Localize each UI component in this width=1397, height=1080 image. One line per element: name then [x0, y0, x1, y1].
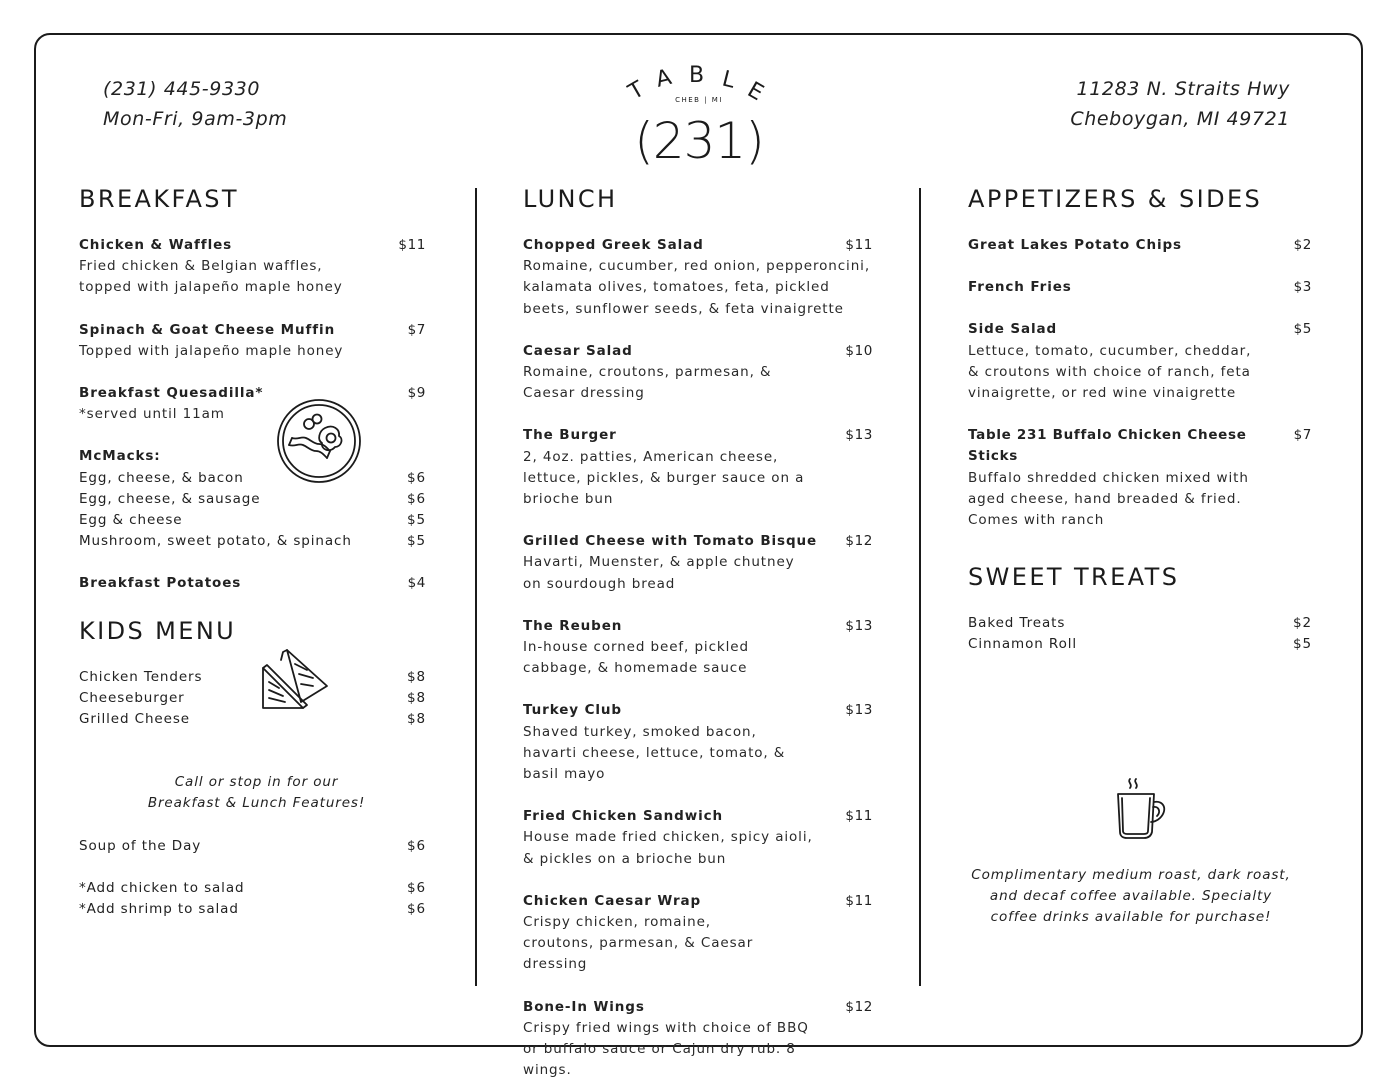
menu-item: [523, 997, 873, 1080]
item-price: $11: [845, 892, 873, 909]
item-price: $9: [407, 385, 426, 402]
coffee-note-line-3: coffee drinks available for purchase!: [990, 909, 1272, 926]
item-price: $5: [1293, 321, 1312, 338]
item-name: Breakfast Potatoes: [79, 575, 242, 592]
row-price: $6: [407, 837, 426, 854]
address-line-1: 11283 N. Straits Hwy: [1076, 78, 1290, 100]
item-price: $10: [845, 342, 873, 359]
item-price: $7: [1293, 427, 1312, 444]
column-divider-1: [475, 188, 477, 986]
menu-item: [79, 320, 426, 362]
appetizers-column: [968, 183, 1312, 656]
row-price: $5: [407, 512, 426, 529]
menu-item: [79, 383, 426, 425]
breakfast-heading: BREAKFAST: [79, 185, 239, 213]
item-description: 2, 4oz. patties, American cheese, lettuce, pickles, & burger sauce on a brioche bun: [523, 448, 805, 508]
list-item: [79, 667, 426, 688]
breakfast-plate-icon: [276, 398, 362, 484]
item-description: Romaine, cucumber, red onion, pepperoncini, kalamata olives, tomatoes, feta, pickled beets, sunflower seeds, & feta vinaigrette: [523, 258, 871, 317]
row-name: Cinnamon Roll: [968, 636, 1078, 653]
menu-item: [523, 806, 873, 870]
sweet-treats-heading: SWEET TREATS: [968, 563, 1180, 592]
features-note-line-1: Call or stop in for our: [174, 774, 339, 791]
menu-item: [523, 700, 873, 785]
item-price: $3: [1293, 279, 1312, 296]
row-name: *Add shrimp to salad: [79, 901, 239, 918]
item-description: Romaine, croutons, parmesan, & Caesar dressing: [523, 364, 772, 402]
list-item: [79, 899, 426, 920]
row-name: Egg, cheese, & bacon: [79, 469, 244, 486]
menu-item: [523, 235, 873, 320]
features-note-line-2: Breakfast & Lunch Features!: [147, 795, 366, 812]
row-name: Mushroom, sweet potato, & spinach: [79, 533, 352, 550]
row-price: $8: [407, 689, 426, 706]
logo-subtitle: CHEB | MI: [675, 96, 723, 104]
list-item: [79, 878, 426, 899]
contact-left: [103, 74, 287, 134]
breakfast-column: [79, 183, 426, 920]
menu-item: [968, 235, 1312, 256]
row-name: Grilled Cheese: [79, 711, 190, 728]
row-price: $8: [407, 711, 426, 728]
row-price: $8: [407, 668, 426, 685]
menu-item: [523, 425, 873, 510]
column-divider-2: [919, 188, 921, 986]
menu-item: [968, 425, 1312, 531]
item-description: Crispy fried wings with choice of BBQ or buffalo sauce or Cajun dry rub. 8 wings.: [523, 1019, 809, 1079]
menu-item: [523, 616, 873, 680]
logo-letter-e: E: [743, 77, 768, 107]
addons-list: [79, 878, 426, 920]
row-name: Cheeseburger: [79, 689, 185, 706]
coffee-note: [968, 865, 1294, 929]
item-price: $11: [845, 808, 873, 825]
item-name: Caesar Salad: [523, 342, 633, 359]
item-price: $11: [398, 237, 426, 253]
item-description: Buffalo shredded chicken mixed with aged cheese, hand breaded & fried. Comes with ranch: [968, 469, 1249, 529]
item-name: Breakfast Quesadilla*: [79, 385, 264, 402]
item-name: Grilled Cheese with Tomato Bisque: [523, 533, 818, 550]
list-item: [79, 688, 426, 709]
coffee-mug-icon: [1112, 776, 1168, 840]
item-name: The Burger: [523, 427, 617, 444]
kids-menu-heading: KIDS MENU: [79, 616, 237, 645]
coffee-note-line-1: Complimentary medium roast, dark roast,: [971, 867, 1291, 883]
row-name: Baked Treats: [968, 615, 1066, 632]
logo-letter-l: L: [719, 66, 738, 94]
item-price: $7: [407, 321, 426, 338]
item-price: $2: [1293, 237, 1312, 253]
mcmacks-title: McMacks:: [79, 448, 161, 465]
address-line-2: Cheboygan, MI 49721: [1070, 108, 1290, 130]
row-name: Egg & cheese: [79, 512, 183, 529]
list-item: [79, 510, 426, 531]
row-price: $2: [1293, 615, 1312, 632]
item-description: Fried chicken & Belgian waffles, topped with jalapeño maple honey: [79, 258, 343, 296]
logo-letter-b: B: [689, 63, 705, 88]
list-item: [79, 709, 426, 730]
item-price: $13: [845, 427, 873, 444]
lunch-column: [523, 183, 873, 1080]
item-name: The Reuben: [523, 617, 623, 634]
table-231-logo: [616, 56, 782, 172]
appetizers-heading: APPETIZERS & SIDES: [968, 185, 1263, 213]
item-description: Lettuce, tomato, cucumber, cheddar, & croutons with choice of ranch, feta vinaigrette, or red wine vinaigrette: [968, 342, 1252, 402]
item-name: Spinach & Goat Cheese Muffin: [79, 321, 336, 338]
item-description: House made fried chicken, spicy aioli, & pickles on a brioche bun: [523, 829, 813, 867]
row-price: $6: [407, 469, 426, 486]
item-name: Great Lakes Potato Chips: [968, 237, 1182, 253]
list-item: [79, 489, 426, 510]
item-name: Chopped Greek Salad: [523, 237, 704, 253]
list-item: [79, 468, 426, 489]
soup-of-the-day: [79, 836, 426, 857]
list-item: [79, 531, 426, 552]
coffee-note-line-2: and decaf coffee available. Specialty: [989, 888, 1273, 905]
row-price: $5: [1293, 636, 1312, 653]
menu-item: [523, 891, 873, 976]
contact-right: [1070, 74, 1290, 134]
phone-number: (231) 445-9330: [103, 78, 261, 100]
mcmacks-group: [79, 446, 426, 467]
opening-hours: Mon-Fri, 9am-3pm: [103, 108, 288, 130]
sandwich-icon: [261, 648, 329, 712]
row-name: Soup of the Day: [79, 837, 202, 854]
row-name: *Add chicken to salad: [79, 879, 245, 896]
menu-item: [523, 531, 873, 595]
row-price: $6: [407, 901, 426, 918]
features-note: [79, 772, 426, 814]
item-name: Turkey Club: [523, 702, 622, 719]
item-description: Crispy chicken, romaine, croutons, parmesan, & Caesar dressing: [523, 914, 754, 973]
item-description: Topped with jalapeño maple honey: [79, 342, 344, 359]
item-description: In-house corned beef, pickled cabbage, & homemade sauce: [523, 639, 749, 677]
item-name: Table 231 Buffalo Chicken Cheese Sticks: [968, 427, 1247, 465]
item-price: $13: [845, 617, 873, 634]
row-price: $5: [407, 533, 426, 550]
logo-number: (231): [634, 112, 764, 170]
row-price: $6: [407, 490, 426, 507]
item-price: $12: [845, 998, 873, 1015]
item-name: Chicken & Waffles: [79, 237, 233, 253]
row-price: $6: [407, 879, 426, 896]
logo-letter-t: T: [624, 76, 649, 106]
menu-item: [79, 573, 426, 594]
lunch-heading: LUNCH: [523, 185, 618, 213]
menu-item: [968, 277, 1312, 298]
item-name: Chicken Caesar Wrap: [523, 892, 702, 909]
item-description: Shaved turkey, smoked bacon, havarti cheese, lettuce, tomato, & basil mayo: [523, 723, 786, 783]
item-name: French Fries: [968, 279, 1072, 296]
kids-menu-list: [79, 667, 426, 731]
menu-item: [523, 341, 873, 405]
item-description: Havarti, Muenster, & apple chutney on sourdough bread: [523, 554, 795, 592]
item-price: $11: [845, 237, 873, 253]
item-name: Bone-In Wings: [523, 998, 645, 1015]
list-item: [968, 634, 1312, 655]
row-name: Chicken Tenders: [79, 668, 203, 685]
item-description: *served until 11am: [79, 406, 225, 423]
item-price: $13: [845, 702, 873, 719]
item-price: $4: [407, 575, 426, 592]
sweet-treats-list: [968, 613, 1312, 655]
menu-item: [79, 235, 426, 299]
row-name: Egg, cheese, & sausage: [79, 490, 261, 507]
item-price: $12: [845, 533, 873, 550]
item-name: Fried Chicken Sandwich: [523, 808, 724, 825]
menu-item: [968, 319, 1312, 404]
list-item: [968, 613, 1312, 634]
logo-letter-a: A: [653, 64, 675, 93]
item-name: Side Salad: [968, 321, 1058, 338]
